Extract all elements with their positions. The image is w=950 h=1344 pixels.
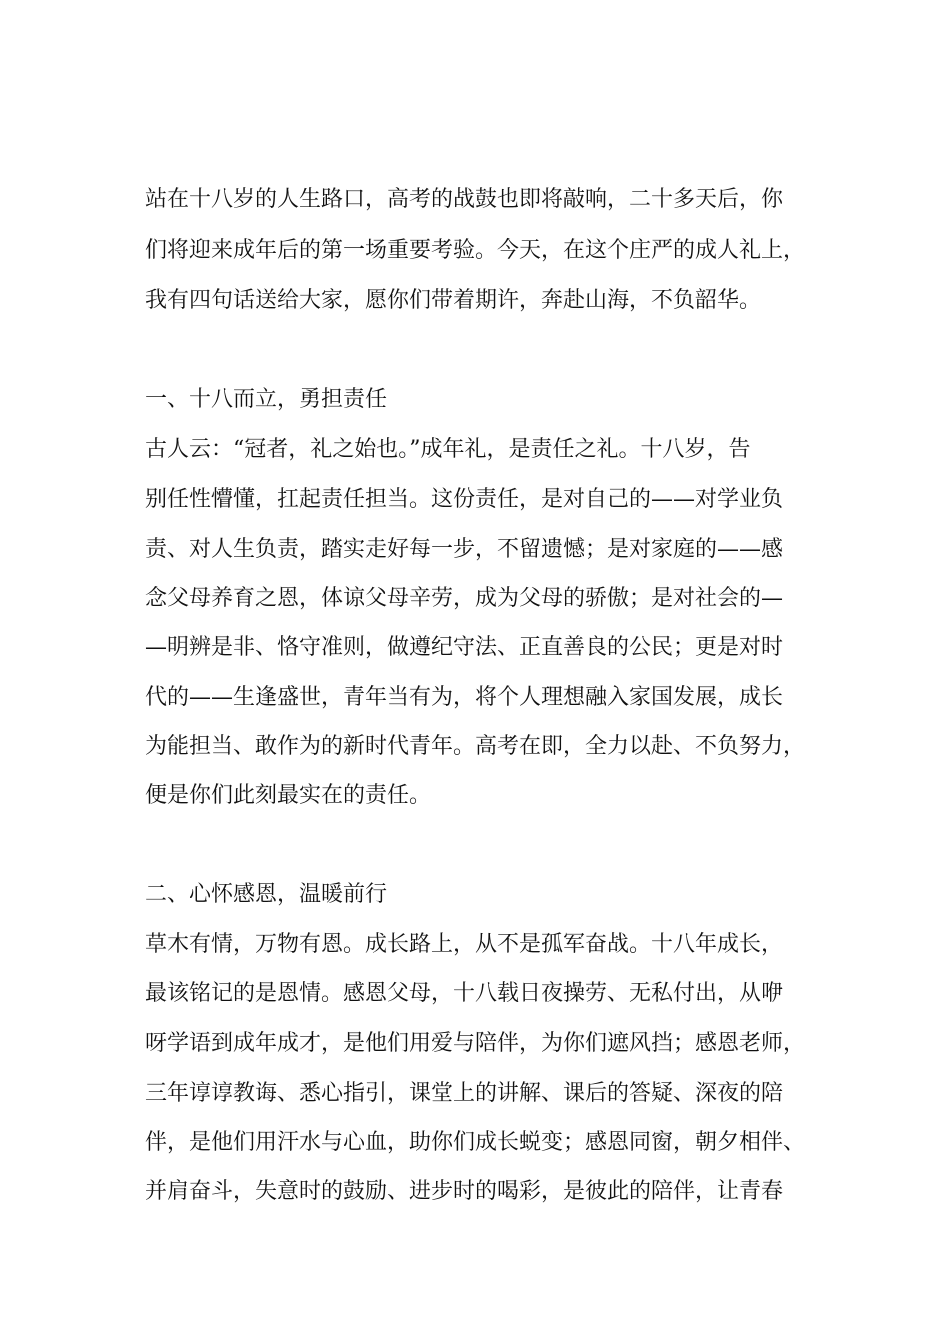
- paragraph-line: 并肩奋斗，失意时的鼓励、进步时的喝彩，是彼此的陪伴，让青春: [145, 1179, 784, 1204]
- paragraph-line: 别任性懵懂，扛起责任担当。这份责任，是对自己的——对学业负: [145, 487, 784, 512]
- section-heading: 一、十八而立，勇担责任: [145, 387, 388, 412]
- paragraph-line: 古人云：“冠者，礼之始也。”成年礼，是责任之礼。十八岁，告: [145, 437, 751, 462]
- paragraph-line: —明辨是非、恪守准则，做遵纪守法、正直善良的公民；更是对时: [145, 635, 784, 660]
- paragraph-line: 三年谆谆教诲、悉心指引，课堂上的讲解、课后的答疑、深夜的陪: [145, 1081, 784, 1106]
- intro-line: 站在十八岁的人生路口，高考的战鼓也即将敲响，二十多天后，你: [145, 187, 784, 212]
- intro-line: 们将迎来成年后的第一场重要考验。今天，在这个庄严的成人礼上，: [145, 238, 806, 263]
- paragraph-line: 便是你们此刻最实在的责任。: [145, 783, 432, 808]
- paragraph-line: 责、对人生负责，踏实走好每一步，不留遗憾；是对家庭的——感: [145, 537, 784, 562]
- paragraph-line: 呀学语到成年成才，是他们用爱与陪伴，为你们遮风挡；感恩老师，: [145, 1031, 806, 1056]
- paragraph-line: 为能担当、敢作为的新时代青年。高考在即，全力以赴、不负努力，: [145, 734, 806, 759]
- paragraph-line: 草木有情，万物有恩。成长路上，从不是孤军奋战。十八年成长，: [145, 932, 784, 957]
- paragraph-line: 代的——生逢盛世，青年当有为，将个人理想融入家国发展，成长: [145, 685, 784, 710]
- paragraph-line: 伴，是他们用汗水与心血，助你们成长蜕变；感恩同窗，朝夕相伴、: [145, 1130, 806, 1155]
- paragraph-line: 最该铭记的是恩情。感恩父母，十八载日夜操劳、无私付出，从咿: [145, 981, 784, 1006]
- intro-line: 我有四句话送给大家，愿你们带着期许，奔赴山海，不负韶华。: [145, 288, 762, 313]
- section-heading: 二、心怀感恩，温暖前行: [145, 882, 388, 907]
- paragraph-line: 念父母养育之恩，体谅父母辛劳，成为父母的骄傲；是对社会的—: [145, 586, 784, 611]
